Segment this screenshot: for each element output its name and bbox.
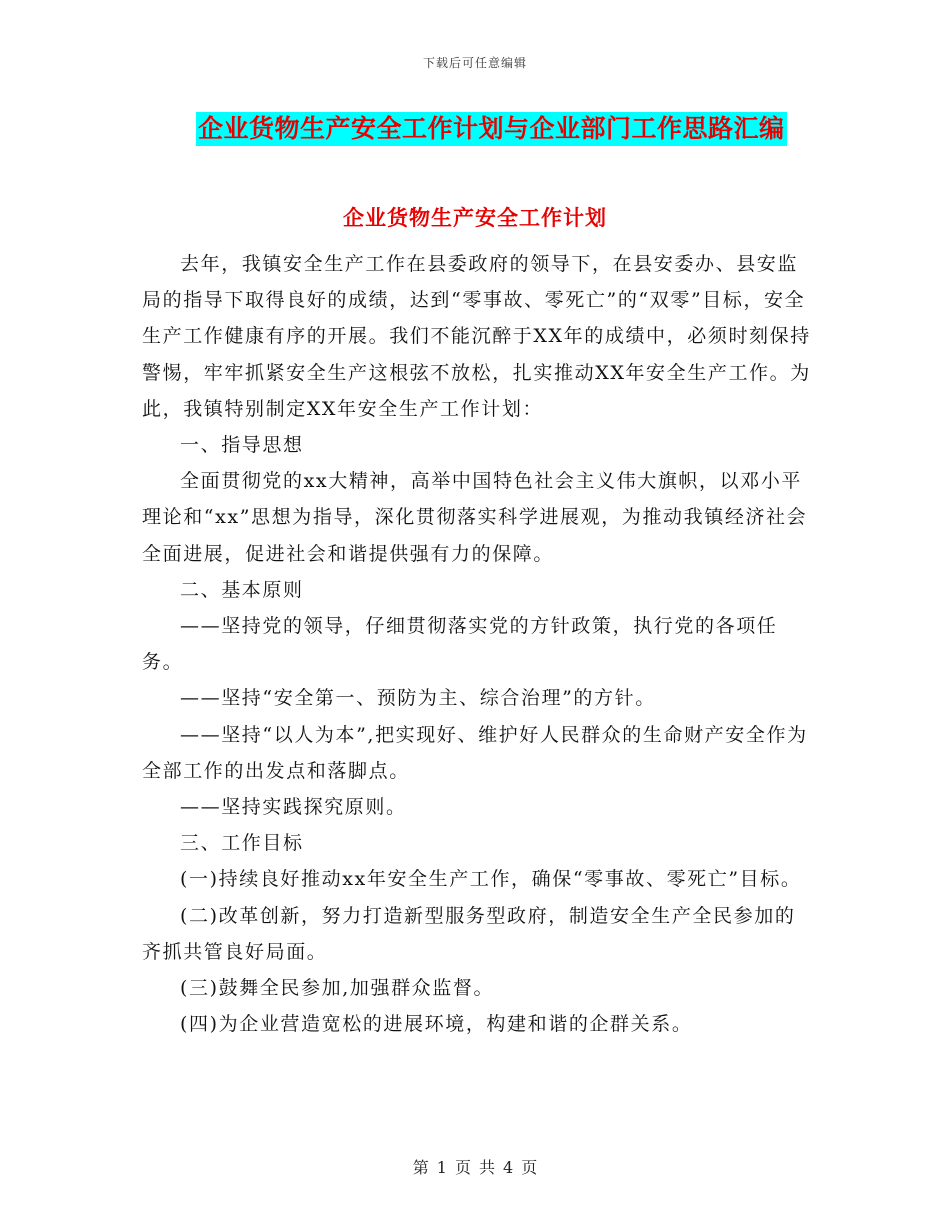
document-body [142, 246, 812, 1042]
heading-work-goals: 三、工作目标 [180, 832, 304, 855]
header-note: 下载后可任意编辑 [422, 56, 527, 70]
principle-item: ——坚持实践探究原则。 [180, 796, 407, 819]
heading-basic-principles: 二、基本原则 [180, 578, 304, 601]
section-title: 企业货物生产安全工作计划 [343, 205, 607, 230]
footer-prefix: 第 [412, 1158, 429, 1177]
footer-total-unit: 页 [521, 1158, 538, 1177]
footer-total-prefix: 共 [479, 1158, 496, 1177]
goal-item: (二)改革创新，努力打造新型服务型政府，制造安全生产全民参加的齐抓共管良好局面。 [142, 904, 796, 963]
document-main-title: 企业货物生产安全工作计划与企业部门工作思路汇编 [196, 112, 787, 146]
paragraph-guiding-thought: 全面贯彻党的xx大精神，高举中国特色社会主义伟大旗帜，以邓小平理论和“xx”思想为指导，深化贯彻落实科学进展观，为推动我镇经济社会全面进展，促进社会和谐提供强有力的保障。 [142, 470, 808, 565]
goal-item: (四)为企业营造宽松的进展环境，构建和谐的企群关系。 [180, 1013, 693, 1036]
paragraph-intro: 去年，我镇安全生产工作在县委政府的领导下，在县安委办、县安监局的指导下取得良好的成绩，达到“零事故、零死亡”的“双零”目标，安全生产工作健康有序的开展。我们不能沉醉于XX年的成绩中，必须时刻保持警惕，牢牢抓紧安全生产这根弦不放松，扎实推动XX年安全生产工作。为此，我镇特别制定XX年安全生产工作计划： [142, 253, 811, 420]
principle-item: ——坚持党的领导，仔细贯彻落实党的方针政策，执行党的各项任务。 [142, 615, 778, 674]
footer-page-number: 1 [436, 1158, 447, 1177]
heading-guiding-thought: 一、指导思想 [180, 434, 304, 457]
principle-item: ——坚持“以人为本”,把实现好、维护好人民群众的生命财产安全作为全部工作的出发点和落脚点。 [142, 723, 808, 782]
goal-item: (一)持续良好推动xx年安全生产工作，确保“零事故、零死亡”目标。 [180, 868, 802, 891]
footer-page-unit: 页 [454, 1158, 471, 1177]
page-footer [0, 1155, 950, 1178]
principle-item: ——坚持“安全第一、预防为主、综合治理”的方针。 [180, 687, 656, 710]
goal-item: (三)鼓舞全民参加,加强群众监督。 [180, 977, 495, 1000]
footer-total-pages: 4 [503, 1158, 514, 1177]
